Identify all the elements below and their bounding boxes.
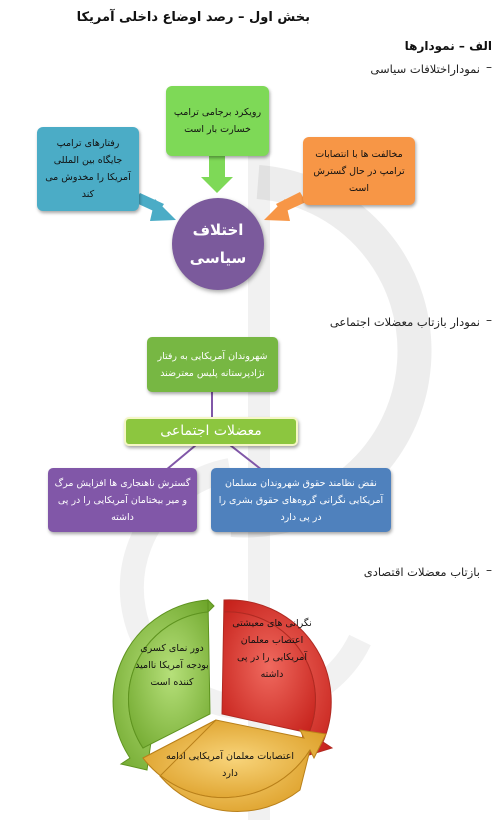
social-box-right: نقض نظامند حقوق شهروندان مسلمان آمریکایی نگرانی گروه‌های حقوق بشری را در پی دارد [211,468,391,532]
political-center-line-1: اختلاف [192,221,244,239]
social-center-box: معضلات اجتماعی [124,417,298,446]
economic-text-left: دور نمای کسری بودجه آمریکا ناامید کننده است [135,643,209,688]
economic-section-title: بازتاب معضلات اقتصادی [363,565,480,579]
economic-text-right: نگرانی های معیشتی اعتصاب معلمان آمریکایی را در پی داشته [232,618,312,680]
section-bullet-dash: – [486,313,492,327]
political-box-top: رویکرد برجامی ترامپ خسارت بار است [166,86,269,156]
section-subtitle: الف – نمودارها [404,39,492,53]
page-title: بخش اول – رصد اوضاع داخلی آمریکا [76,10,310,25]
social-section-title: نمودار بازتاب معضلات اجتماعی [329,315,480,329]
section-bullet-dash: – [486,563,492,577]
political-box-right: مخالفت ها با انتصابات ترامپ در حال گسترش است [303,137,415,205]
political-center-line-2: سیاسی [189,249,247,267]
social-box-left: گسترش ناهنجاری ها افزایش مرگ و میر بیختامان آمریکایی را در پی داشته [48,468,197,532]
section-bullet-dash: – [486,60,492,74]
social-box-top: شهروندان آمریکایی به رفتار نژادپرستانه پلیس معترضند [147,337,278,392]
political-box-left: رفتارهای ترامپ جایگاه بین المللی آمریکا را مخدوش می کند [37,127,139,211]
economic-text-bottom: اعتصابات معلمان آمریکایی ادامه دارد [165,751,295,779]
political-section-title: نموداراختلافات سیاسی [370,62,480,76]
